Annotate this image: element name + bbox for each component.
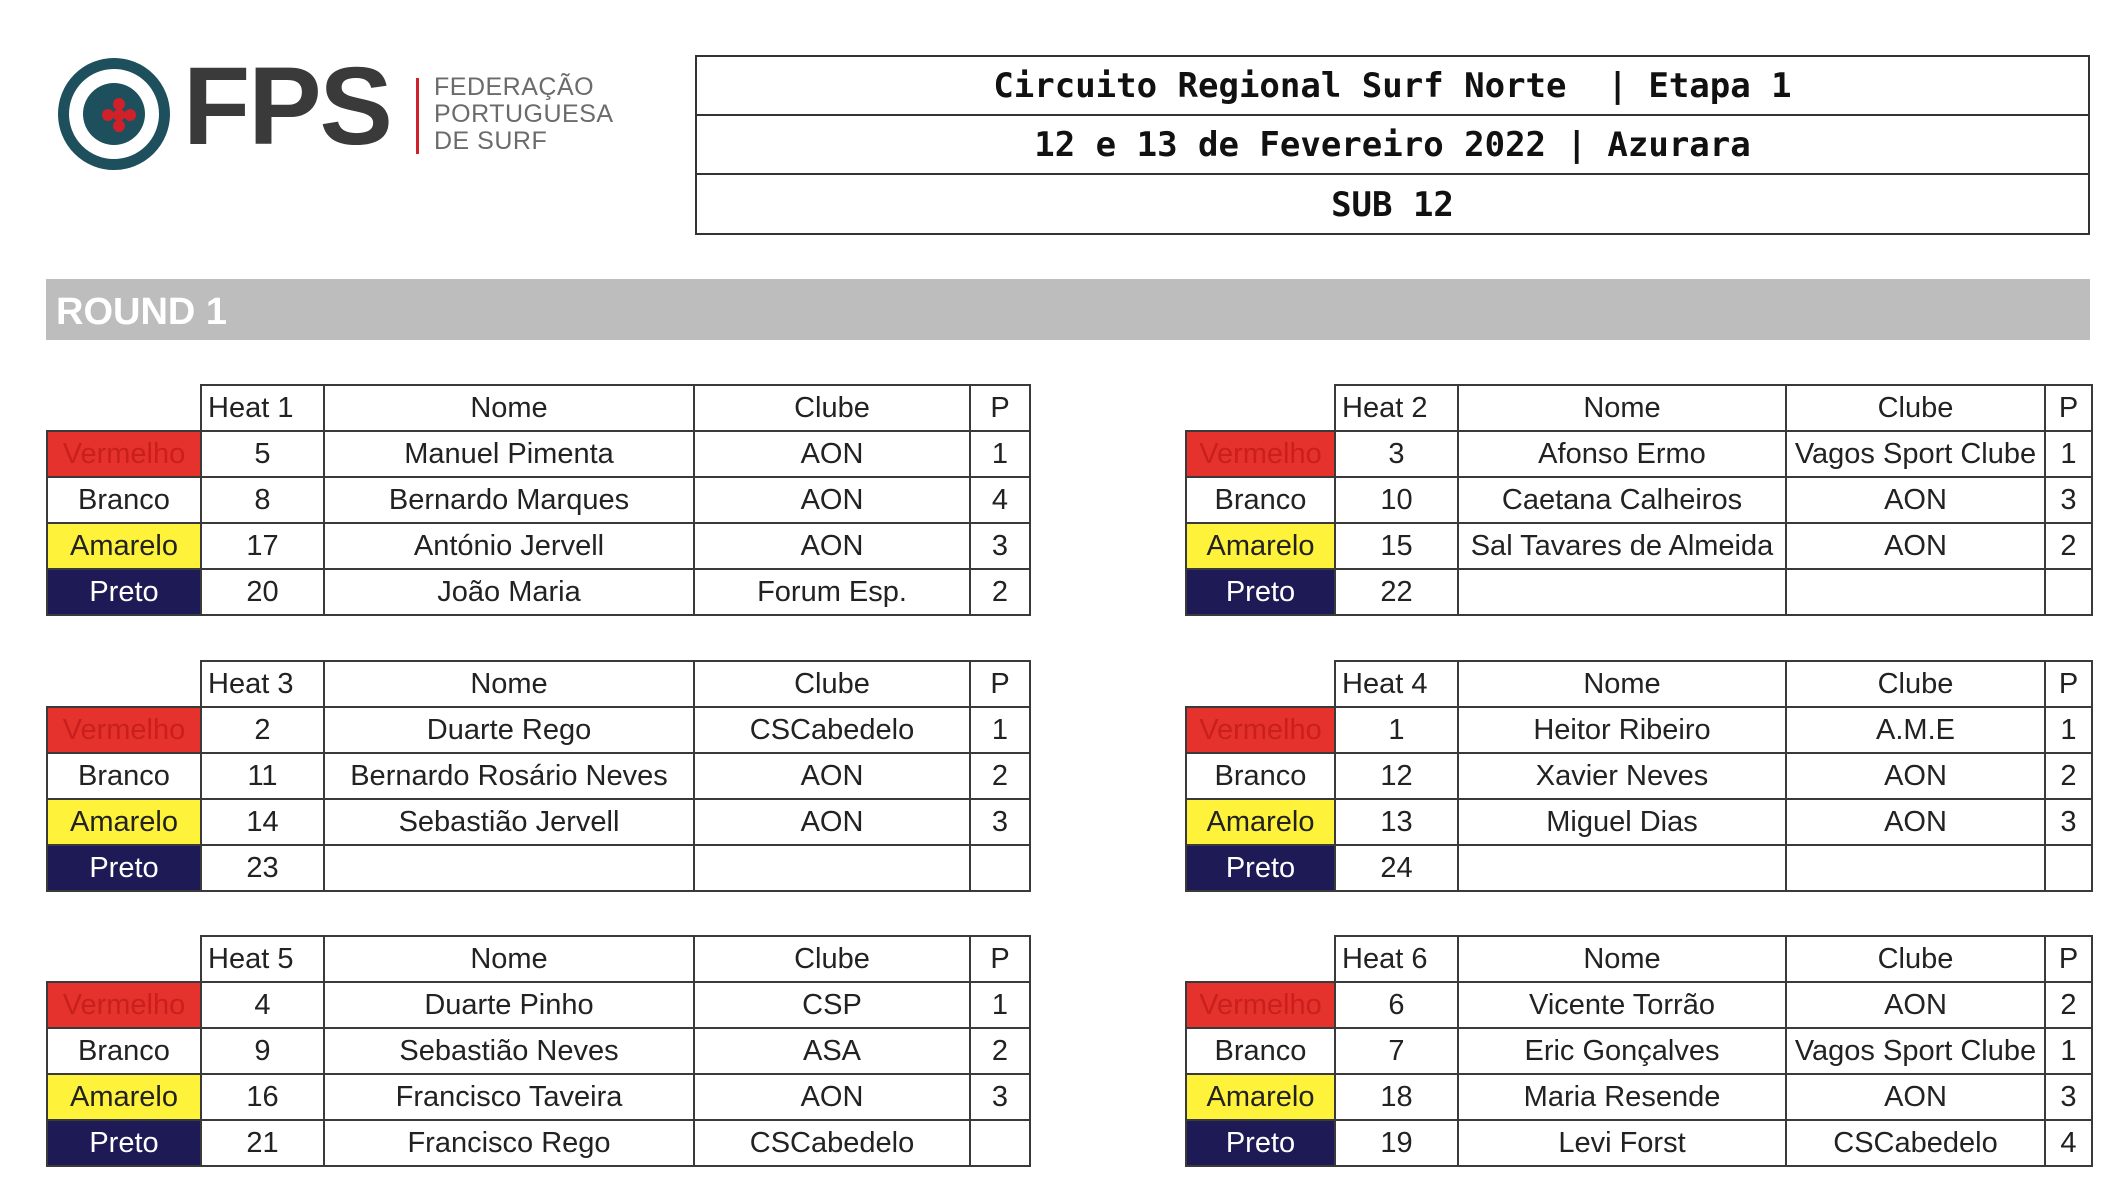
- surfer-position: 1: [970, 707, 1030, 753]
- surfer-number: 24: [1335, 845, 1458, 891]
- surfer-club: CSCabedelo: [1786, 1120, 2045, 1166]
- column-header-p: P: [970, 936, 1030, 982]
- table-row: [47, 982, 1030, 1028]
- surfer-number: 3: [1335, 431, 1458, 477]
- table-row: [1186, 799, 2092, 845]
- heat-header-row: [47, 385, 1030, 431]
- surfer-club: Vagos Sport Clube: [1786, 431, 2045, 477]
- surfer-position: 3: [2045, 799, 2092, 845]
- surfer-club: AON: [694, 1074, 970, 1120]
- jersey-color-cell: Vermelho: [47, 707, 201, 753]
- surfer-club: ASA: [694, 1028, 970, 1074]
- surfer-club: [1786, 569, 2045, 615]
- jersey-color-cell: Preto: [47, 1120, 201, 1166]
- surfer-name: Duarte Rego: [324, 707, 694, 753]
- surfer-number: 6: [1335, 982, 1458, 1028]
- jersey-color-cell: Preto: [47, 845, 201, 891]
- surfer-position: [970, 1120, 1030, 1166]
- heat-header-row: [1186, 936, 2092, 982]
- surfer-club: CSCabedelo: [694, 1120, 970, 1166]
- surfer-number: 16: [201, 1074, 324, 1120]
- surfer-position: 4: [2045, 1120, 2092, 1166]
- surfer-club: [694, 845, 970, 891]
- heat-table-6: [1185, 935, 2093, 1167]
- jersey-color-cell: Vermelho: [1186, 707, 1335, 753]
- surfer-name: Manuel Pimenta: [324, 431, 694, 477]
- heat-table-4: [1185, 660, 2093, 892]
- surfer-name: Miguel Dias: [1458, 799, 1786, 845]
- surfer-number: 11: [201, 753, 324, 799]
- surfer-position: 2: [2045, 753, 2092, 799]
- surfer-name: Sebastião Neves: [324, 1028, 694, 1074]
- surfer-position: 2: [970, 569, 1030, 615]
- column-header-nome: Nome: [324, 385, 694, 431]
- surfer-club: AON: [1786, 477, 2045, 523]
- surfer-number: 4: [201, 982, 324, 1028]
- surfer-club: Vagos Sport Clube: [1786, 1028, 2045, 1074]
- table-row: [1186, 845, 2092, 891]
- surfer-position: 2: [2045, 523, 2092, 569]
- surfer-number: 2: [201, 707, 324, 753]
- column-header-clube: Clube: [1786, 661, 2045, 707]
- surfer-name: Heitor Ribeiro: [1458, 707, 1786, 753]
- round-header: [46, 279, 2090, 340]
- surfer-number: 5: [201, 431, 324, 477]
- surfer-number: 12: [1335, 753, 1458, 799]
- column-header-clube: Clube: [1786, 936, 2045, 982]
- surfer-name: Xavier Neves: [1458, 753, 1786, 799]
- fps-logo: [58, 45, 618, 178]
- heat-table-1: [46, 384, 1031, 616]
- heat-header-row: [1186, 385, 2092, 431]
- table-row: [47, 1120, 1030, 1166]
- table-row: [47, 845, 1030, 891]
- surfer-position: 1: [2045, 1028, 2092, 1074]
- jersey-color-cell: Branco: [47, 753, 201, 799]
- jersey-color-cell: Vermelho: [1186, 431, 1335, 477]
- surfer-club: AON: [1786, 1074, 2045, 1120]
- column-header-nome: Nome: [1458, 936, 1786, 982]
- table-row: [47, 523, 1030, 569]
- surfer-position: 3: [970, 799, 1030, 845]
- surfer-number: 8: [201, 477, 324, 523]
- surfer-number: 10: [1335, 477, 1458, 523]
- surfer-club: AON: [1786, 799, 2045, 845]
- column-header-nome: Nome: [1458, 385, 1786, 431]
- surfer-number: 18: [1335, 1074, 1458, 1120]
- surfer-name: [1458, 845, 1786, 891]
- surfer-name: Sal Tavares de Almeida: [1458, 523, 1786, 569]
- heat-label: Heat 2: [1335, 385, 1458, 431]
- table-row: [1186, 753, 2092, 799]
- jersey-color-cell: Preto: [1186, 1120, 1335, 1166]
- logo-acronym: FPS: [183, 45, 391, 168]
- table-row: [47, 799, 1030, 845]
- surfer-position: 1: [2045, 707, 2092, 753]
- surfer-club: AON: [694, 753, 970, 799]
- surfer-number: 15: [1335, 523, 1458, 569]
- surfer-position: 3: [2045, 1074, 2092, 1120]
- surfer-club: AON: [694, 799, 970, 845]
- column-header-p: P: [2045, 936, 2092, 982]
- surfer-number: 21: [201, 1120, 324, 1166]
- surfer-name: Bernardo Rosário Neves: [324, 753, 694, 799]
- surfer-position: 3: [2045, 477, 2092, 523]
- surfer-number: 7: [1335, 1028, 1458, 1074]
- table-row: [1186, 1028, 2092, 1074]
- table-row: [47, 431, 1030, 477]
- event-title-box: [695, 55, 2090, 235]
- heat-label: Heat 1: [201, 385, 324, 431]
- surfer-club: A.M.E: [1786, 707, 2045, 753]
- jersey-color-cell: Vermelho: [47, 982, 201, 1028]
- table-row: [47, 753, 1030, 799]
- table-row: [47, 477, 1030, 523]
- table-row: [47, 707, 1030, 753]
- column-header-nome: Nome: [324, 936, 694, 982]
- table-row: [1186, 707, 2092, 753]
- round-label: ROUND 1: [56, 291, 228, 333]
- surfer-position: 3: [970, 1074, 1030, 1120]
- surfer-name: Afonso Ermo: [1458, 431, 1786, 477]
- event-title: Circuito Regional Surf Norte | Etapa 1: [697, 57, 2088, 116]
- surfer-club: AON: [694, 431, 970, 477]
- jersey-color-cell: Amarelo: [1186, 799, 1335, 845]
- surfer-position: 2: [2045, 982, 2092, 1028]
- surfer-name: João Maria: [324, 569, 694, 615]
- header-spacer: [1186, 385, 1335, 431]
- column-header-p: P: [2045, 661, 2092, 707]
- jersey-color-cell: Amarelo: [1186, 523, 1335, 569]
- surfer-club: AON: [1786, 523, 2045, 569]
- surfer-number: 22: [1335, 569, 1458, 615]
- surfer-position: 1: [970, 982, 1030, 1028]
- heat-header-row: [1186, 661, 2092, 707]
- table-row: [1186, 523, 2092, 569]
- surfer-number: 23: [201, 845, 324, 891]
- jersey-color-cell: Vermelho: [1186, 982, 1335, 1028]
- table-row: [1186, 569, 2092, 615]
- surfer-name: Francisco Rego: [324, 1120, 694, 1166]
- column-header-p: P: [970, 661, 1030, 707]
- heat-header-row: [47, 936, 1030, 982]
- table-row: [47, 1074, 1030, 1120]
- jersey-color-cell: Branco: [1186, 753, 1335, 799]
- jersey-color-cell: Branco: [1186, 1028, 1335, 1074]
- surfer-club: AON: [694, 523, 970, 569]
- heat-header-row: [47, 661, 1030, 707]
- surfer-position: 1: [2045, 431, 2092, 477]
- surfer-name: Maria Resende: [1458, 1074, 1786, 1120]
- jersey-color-cell: Amarelo: [1186, 1074, 1335, 1120]
- surfer-number: 9: [201, 1028, 324, 1074]
- table-row: [1186, 1120, 2092, 1166]
- jersey-color-cell: Preto: [1186, 569, 1335, 615]
- surfer-position: 1: [970, 431, 1030, 477]
- jersey-color-cell: Amarelo: [47, 523, 201, 569]
- surfer-position: 4: [970, 477, 1030, 523]
- header-spacer: [47, 661, 201, 707]
- header-spacer: [47, 385, 201, 431]
- column-header-clube: Clube: [694, 385, 970, 431]
- header-spacer: [1186, 936, 1335, 982]
- jersey-color-cell: Preto: [1186, 845, 1335, 891]
- header-spacer: [1186, 661, 1335, 707]
- surfer-position: 3: [970, 523, 1030, 569]
- column-header-clube: Clube: [694, 661, 970, 707]
- surfer-name: Eric Gonçalves: [1458, 1028, 1786, 1074]
- jersey-color-cell: Branco: [47, 1028, 201, 1074]
- surfer-name: António Jervell: [324, 523, 694, 569]
- surfer-name: Duarte Pinho: [324, 982, 694, 1028]
- column-header-clube: Clube: [694, 936, 970, 982]
- heat-label: Heat 5: [201, 936, 324, 982]
- jersey-color-cell: Branco: [47, 477, 201, 523]
- heat-label: Heat 3: [201, 661, 324, 707]
- jersey-color-cell: Preto: [47, 569, 201, 615]
- jersey-color-cell: Amarelo: [47, 1074, 201, 1120]
- table-row: [1186, 431, 2092, 477]
- heat-table-2: [1185, 384, 2093, 616]
- logo-divider: [416, 78, 419, 154]
- jersey-color-cell: Vermelho: [47, 431, 201, 477]
- table-row: [47, 569, 1030, 615]
- column-header-nome: Nome: [324, 661, 694, 707]
- surfer-name: Caetana Calheiros: [1458, 477, 1786, 523]
- header-spacer: [47, 936, 201, 982]
- table-row: [1186, 1074, 2092, 1120]
- surfer-club: AON: [694, 477, 970, 523]
- surfer-number: 17: [201, 523, 324, 569]
- surfer-club: CSCabedelo: [694, 707, 970, 753]
- surfer-club: [1786, 845, 2045, 891]
- surfer-position: 2: [970, 753, 1030, 799]
- table-row: [1186, 477, 2092, 523]
- heat-table-5: [46, 935, 1031, 1167]
- surfer-name: Sebastião Jervell: [324, 799, 694, 845]
- surfer-position: 2: [970, 1028, 1030, 1074]
- table-row: [1186, 982, 2092, 1028]
- surfer-number: 14: [201, 799, 324, 845]
- surfer-club: Forum Esp.: [694, 569, 970, 615]
- surfer-club: CSP: [694, 982, 970, 1028]
- surfer-name: [324, 845, 694, 891]
- surfer-position: [2045, 569, 2092, 615]
- column-header-p: P: [970, 385, 1030, 431]
- column-header-nome: Nome: [1458, 661, 1786, 707]
- jersey-color-cell: Amarelo: [47, 799, 201, 845]
- logo-subtitle: FEDERAÇÃO PORTUGUESA DE SURF: [434, 73, 614, 155]
- surfer-name: Vicente Torrão: [1458, 982, 1786, 1028]
- surfer-number: 20: [201, 569, 324, 615]
- surfer-name: Levi Forst: [1458, 1120, 1786, 1166]
- surfer-number: 13: [1335, 799, 1458, 845]
- surfer-number: 1: [1335, 707, 1458, 753]
- heat-label: Heat 4: [1335, 661, 1458, 707]
- surfer-club: AON: [1786, 753, 2045, 799]
- table-row: [47, 1028, 1030, 1074]
- heat-label: Heat 6: [1335, 936, 1458, 982]
- fps-emblem-icon: [58, 58, 170, 170]
- event-category: SUB 12: [1331, 184, 1454, 225]
- surfer-name: [1458, 569, 1786, 615]
- heat-table-3: [46, 660, 1031, 892]
- surfer-club: AON: [1786, 982, 2045, 1028]
- surfer-position: [970, 845, 1030, 891]
- jersey-color-cell: Branco: [1186, 477, 1335, 523]
- column-header-clube: Clube: [1786, 385, 2045, 431]
- event-date-location: 12 e 13 de Fevereiro 2022 | Azurara: [697, 116, 2088, 175]
- column-header-p: P: [2045, 385, 2092, 431]
- surfer-name: Bernardo Marques: [324, 477, 694, 523]
- surfer-number: 19: [1335, 1120, 1458, 1166]
- surfer-position: [2045, 845, 2092, 891]
- surfer-name: Francisco Taveira: [324, 1074, 694, 1120]
